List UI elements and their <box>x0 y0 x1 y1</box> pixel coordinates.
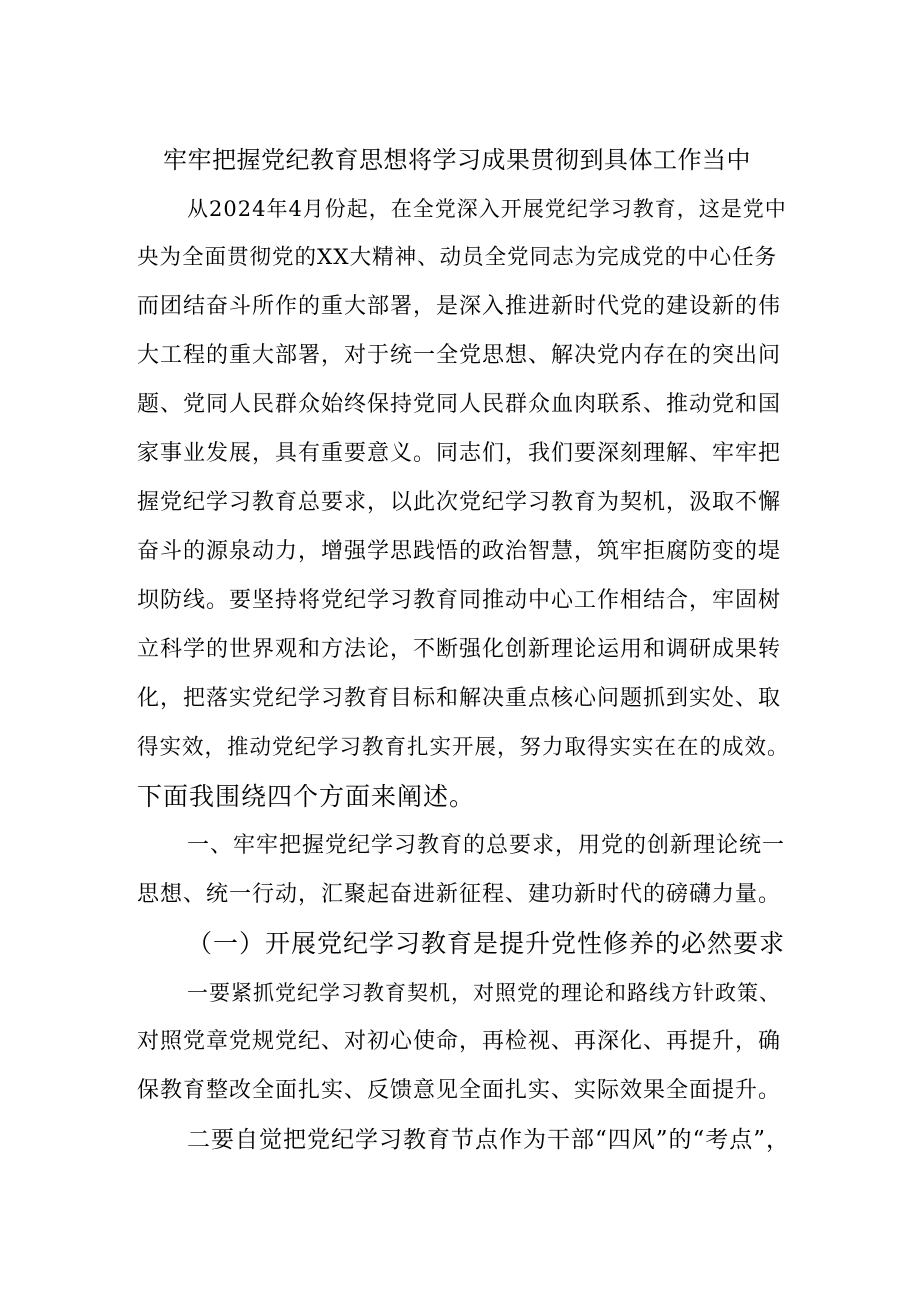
paragraph-line: 题、党同人民群众始终保持党同人民群众血肉联系、推动党和国 <box>137 392 782 417</box>
paragraph-line: 央为全面贯彻党的XX大精神、动员全党同志为完成党的中心任务 <box>137 245 778 270</box>
paragraph-line: 握党纪学习教育总要求，以此次党纪学习教育为契机，汲取不懈 <box>137 490 782 515</box>
paragraph-line: 化，把落实党纪学习教育目标和解决重点核心问题抓到实处、取 <box>137 686 782 711</box>
paragraph-line: 立科学的世界观和方法论，不断强化创新理论运用和调研成果转 <box>137 637 782 662</box>
paragraph-line: 大工程的重大部署，对于统一全党思想、解决党内存在的突出问 <box>137 343 782 368</box>
paragraph-line: 从2024年4月份起，在全党深入开展党纪学习教育，这是党中 <box>187 197 787 221</box>
paragraph-line: 家事业发展，具有重要意义。同志们，我们要深刻理解、牢牢把 <box>137 441 782 466</box>
section-heading-line: 思想、统一行动，汇聚起奋进新征程、建功新时代的磅礴力量。 <box>137 882 782 907</box>
paragraph-line: 二要自觉把党纪学习教育节点作为干部“四风”的“考点”， <box>187 1127 791 1153</box>
paragraph-line: 下面我围绕四个方面来阐述。 <box>137 782 476 811</box>
paragraph-line: 对照党章党规党纪、对初心使命，再检视、再深化、再提升，确 <box>137 1029 782 1054</box>
paragraph-line: 奋斗的源泉动力，增强学思践悟的政治智慧，筑牢拒腐防变的堤 <box>137 539 782 564</box>
paragraph-line: 一要紧抓党纪学习教育契机，对照党的理论和路线方针政策、 <box>187 981 781 1005</box>
document-title: 牢牢把握党纪教育思想将学习成果贯彻到具体工作当中 <box>163 146 751 174</box>
section-heading-line: 一、牢牢把握党纪学习教育的总要求，用党的创新理论统一 <box>187 833 786 858</box>
paragraph-line: 保教育整改全面扎实、反馈意见全面扎实、实际效果全面提升。 <box>137 1078 782 1103</box>
paragraph-line: 而团结奋斗所作的重大部署，是深入推进新时代党的建设新的伟 <box>137 294 782 319</box>
paragraph-line: 得实效，推动党纪学习教育扎实开展，努力取得实实在在的成效。 <box>137 735 790 760</box>
subsection-heading: （一）开展党纪学习教育是提升党性修养的必然要求 <box>187 929 786 958</box>
paragraph-line: 坝防线。要坚持将党纪学习教育同推动中心工作相结合，牢固树 <box>137 588 782 613</box>
